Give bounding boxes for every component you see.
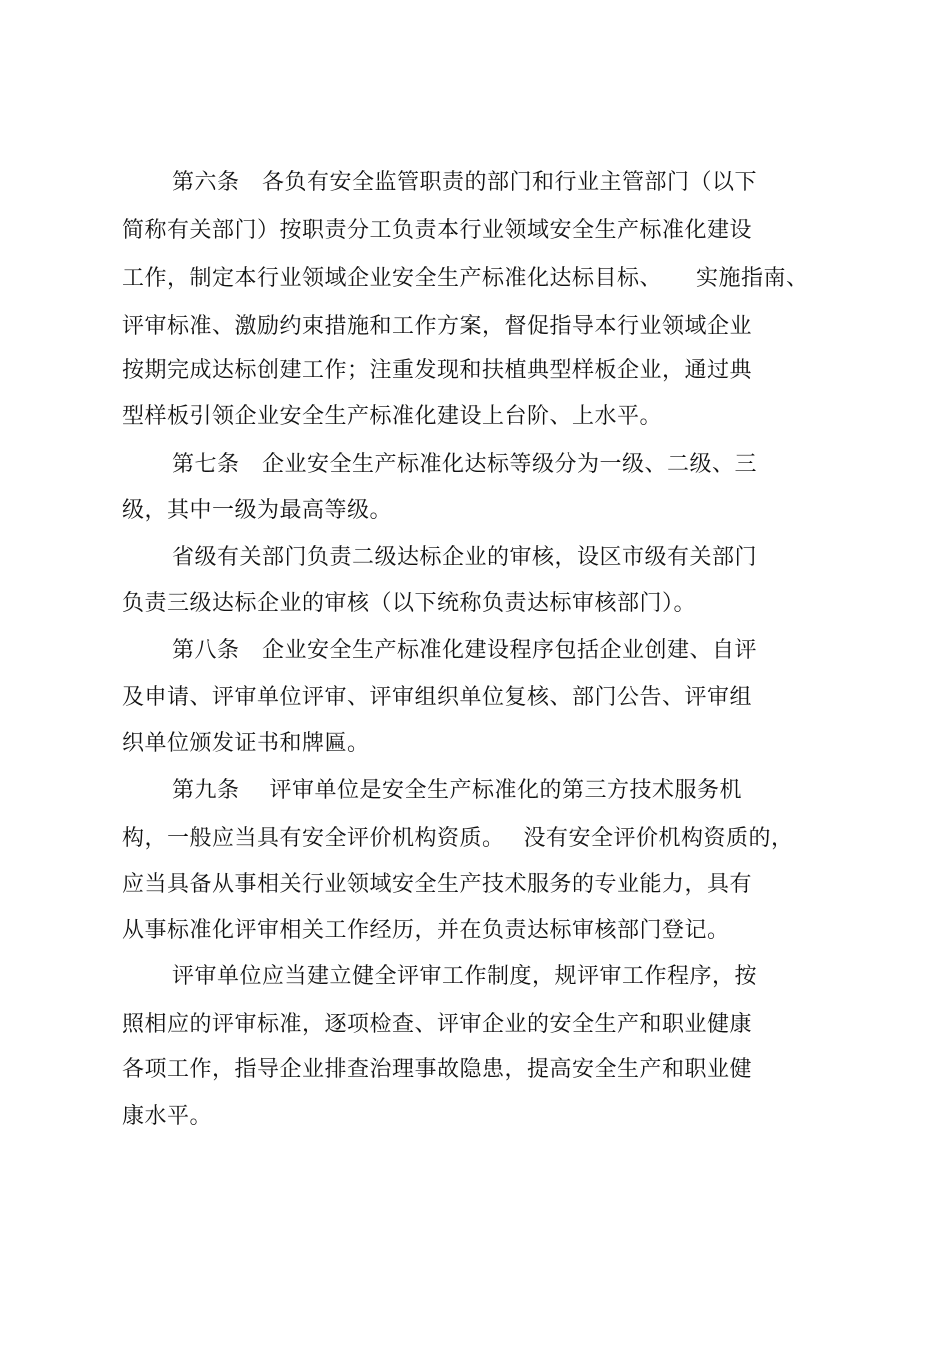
text-line: 按期完成达标创建工作；注重发现和扶植典型样板企业，通过典 [122,358,753,383]
text-line: 第六条 各负有安全监管职责的部门和行业主管部门（以下 [172,170,758,195]
text-line: 第九条 评审单位是安全生产标准化的第三方技术服务机 [172,778,742,803]
text-line: 评审标准、激励约束措施和工作方案，督促指导本行业领域企业 [122,314,753,339]
text-line: 照相应的评审标准，逐项检查、评审企业的安全生产和职业健康 [122,1012,753,1037]
text-line: 第七条 企业安全生产标准化达标等级分为一级、二级、三 [172,452,758,477]
text-line: 简称有关部门）按职责分工负责本行业领域安全生产标准化建设 [122,218,753,243]
text-line: 第八条 企业安全生产标准化建设程序包括企业创建、自评 [172,638,758,663]
text-line: 级，其中一级为最高等级。 [122,498,393,523]
text-line: 评审单位应当建立健全评审工作制度，规评审工作程序，按 [172,964,758,989]
text-line: 工作，制定本行业领域企业安全生产标准化达标目标、 实施指南、 [122,266,809,291]
text-line: 从事标准化评审相关工作经历，并在负责达标审核部门登记。 [122,918,730,943]
text-line: 康水平。 [122,1104,213,1129]
text-line: 织单位颁发证书和牌匾。 [122,731,370,756]
text-line: 型样板引领企业安全生产标准化建设上台阶、上水平。 [122,404,663,429]
text-line: 各项工作，指导企业排查治理事故隐患，提高安全生产和职业健 [122,1057,753,1082]
text-line: 构，一般应当具有安全评价机构资质。 没有安全评价机构资质的， [122,826,794,851]
text-line: 及申请、评审单位评审、评审组织单位复核、部门公告、评审组 [122,685,753,710]
text-line: 负责三级达标企业的审核（以下统称负责达标审核部门）。 [122,591,697,616]
text-line: 应当具备从事相关行业领域安全生产技术服务的专业能力，具有 [122,872,753,897]
text-line: 省级有关部门负责二级达标企业的审核，设区市级有关部门 [172,545,758,570]
